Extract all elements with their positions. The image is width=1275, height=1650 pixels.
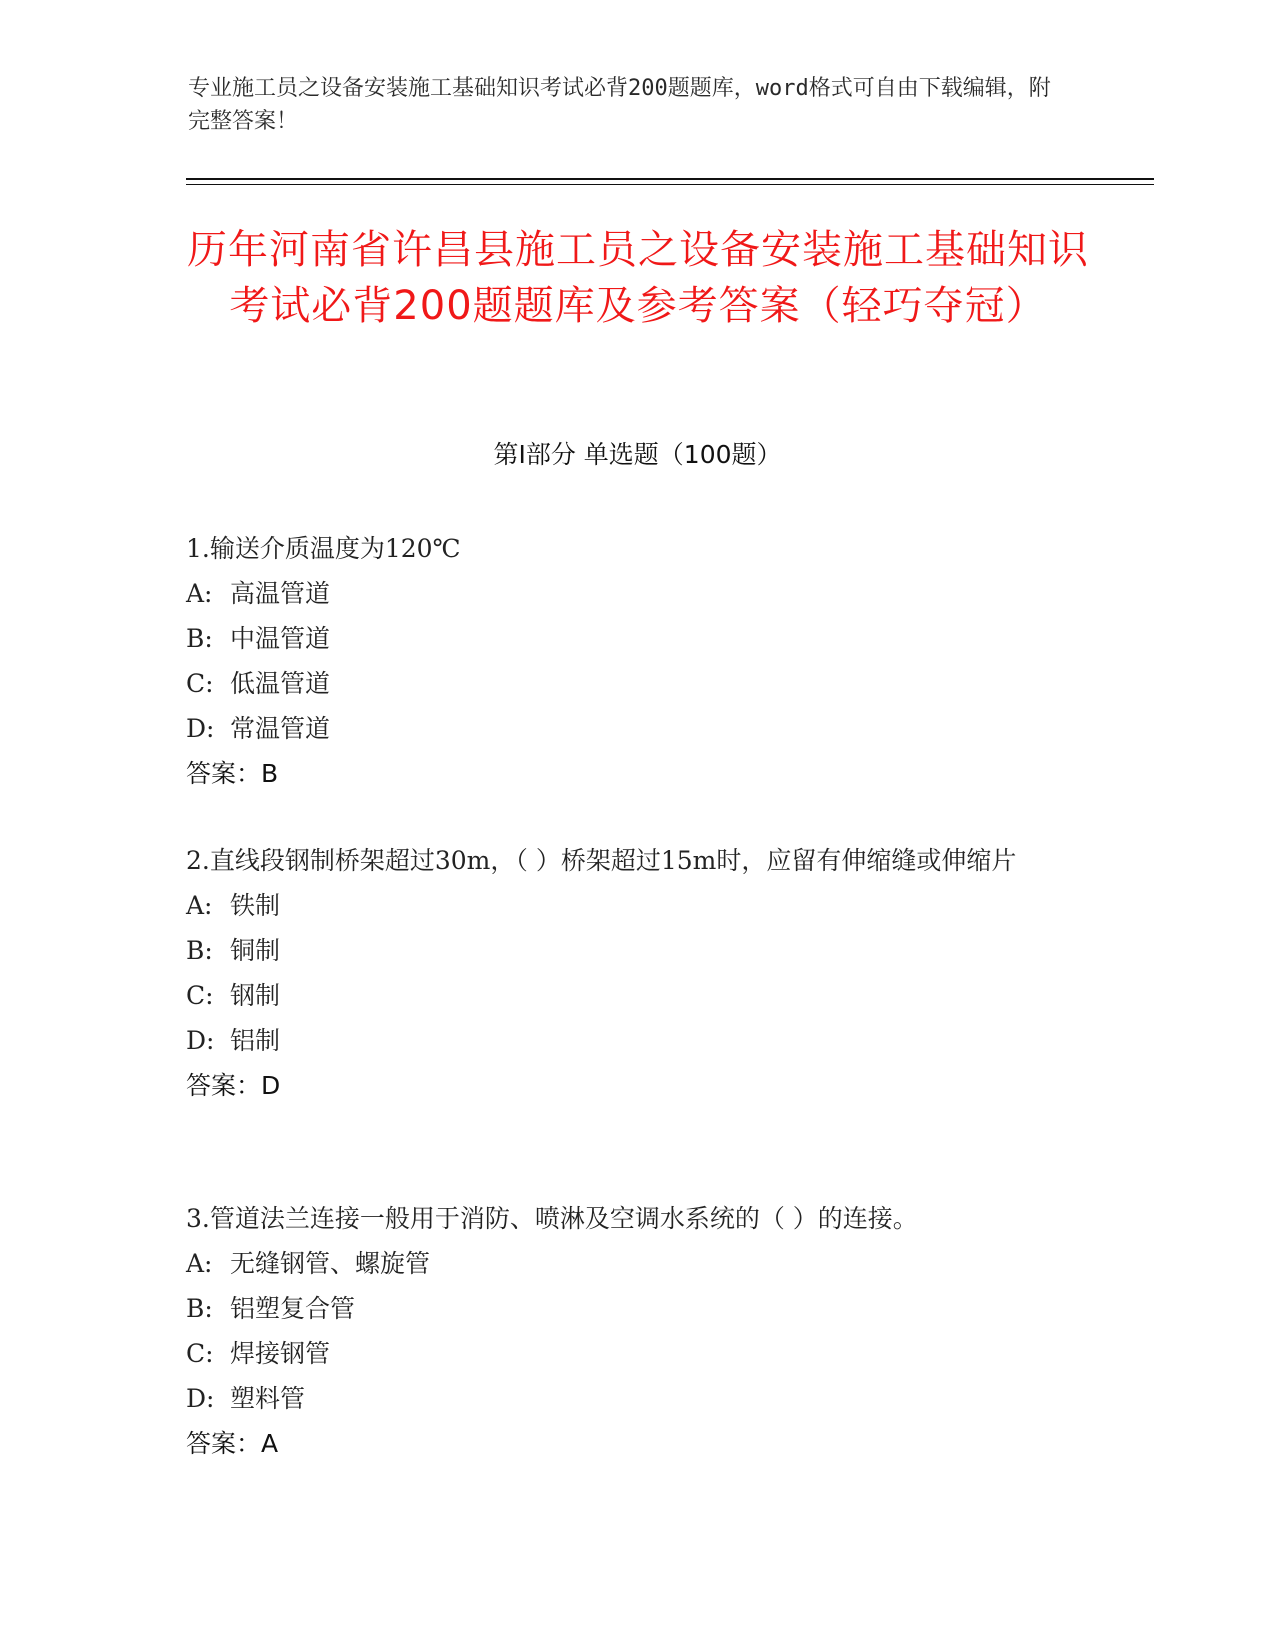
option-text: 高温管道: [230, 579, 331, 608]
answer-line: 答案：D: [186, 1071, 281, 1100]
answer-line: 答案：B: [186, 759, 279, 788]
option-text: 中温管道: [230, 624, 331, 653]
option-letter: C:: [186, 981, 214, 1010]
question-3: [186, 1196, 1066, 1466]
option-letter: A:: [186, 891, 213, 920]
option-text: 焊接钢管: [230, 1339, 331, 1368]
option-letter: C:: [186, 1339, 214, 1368]
option-letter: C:: [186, 669, 214, 698]
header-rule-thin: [186, 184, 1154, 185]
option-text: 钢制: [230, 981, 281, 1010]
option-text: 无缝钢管、螺旋管: [230, 1249, 431, 1278]
question-text: 2.直线段钢制桥架超过30m，（ ）桥架超过15m时，应留有伸缩缝或伸缩片: [186, 846, 1017, 875]
option-letter: D:: [186, 1026, 215, 1055]
option-c: [186, 973, 1066, 1018]
option-c: [186, 661, 1066, 706]
option-letter: D:: [186, 714, 215, 743]
question-text: 3.管道法兰连接一般用于消防、喷淋及空调水系统的（ ）的连接。: [186, 1204, 918, 1233]
header-note: 专业施工员之设备安装施工基础知识考试必背200题题库，word格式可自由下载编辑，附完整答案！: [188, 76, 1051, 134]
option-d: [186, 1376, 1066, 1421]
option-text: 铝制: [230, 1026, 281, 1055]
option-text: 常温管道: [230, 714, 331, 743]
option-text: 铁制: [230, 891, 281, 920]
question-2: [186, 838, 1066, 1108]
header-rule-thick: [186, 178, 1154, 180]
option-text: 低温管道: [230, 669, 331, 698]
option-letter: B:: [186, 1294, 213, 1323]
option-a: [186, 571, 1066, 616]
question-1: [186, 526, 1066, 796]
option-text: 铜制: [230, 936, 281, 965]
option-b: [186, 1286, 1066, 1331]
option-a: [186, 883, 1066, 928]
document-title: 历年河南省许昌县施工员之设备安装施工基础知识考试必背200题题库及参考答案（轻巧夺冠）: [187, 227, 1089, 329]
option-letter: A:: [186, 579, 213, 608]
option-text: 塑料管: [230, 1384, 306, 1413]
option-c: [186, 1331, 1066, 1376]
option-a: [186, 1241, 1066, 1286]
option-text: 铝塑复合管: [230, 1294, 356, 1323]
option-letter: B:: [186, 624, 213, 653]
option-d: [186, 706, 1066, 751]
option-d: [186, 1018, 1066, 1063]
option-b: [186, 928, 1066, 973]
answer-line: 答案：A: [186, 1429, 279, 1458]
option-letter: A:: [186, 1249, 213, 1278]
option-b: [186, 616, 1066, 661]
option-letter: B:: [186, 936, 213, 965]
section-heading: 第Ⅰ部分 单选题（100题）: [493, 440, 782, 469]
question-text: 1.输送介质温度为120℃: [186, 534, 461, 563]
option-letter: D:: [186, 1384, 215, 1413]
